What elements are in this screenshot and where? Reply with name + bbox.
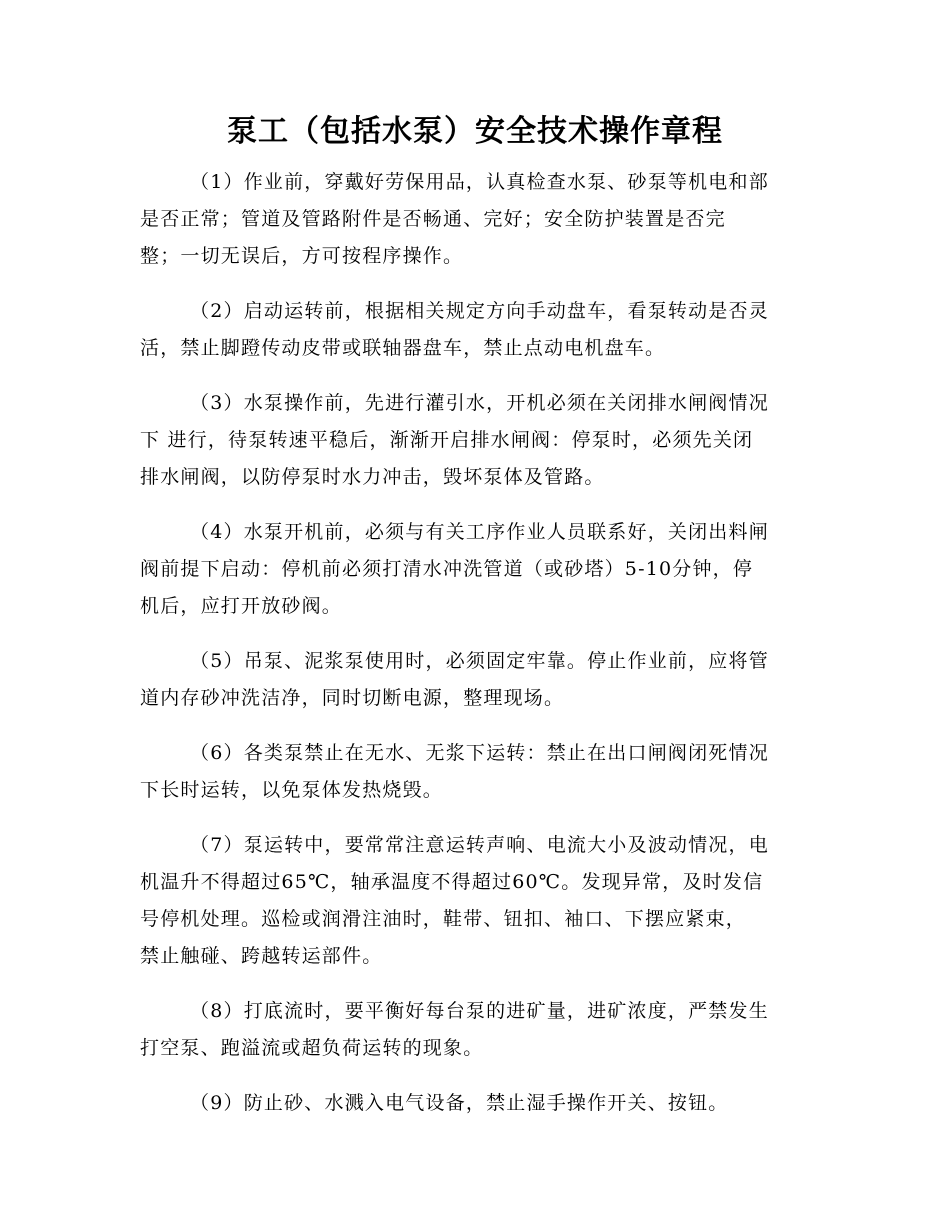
paragraph-line: （2）启动运转前，根据相关规定方向手动盘车，看泵转动是否灵 (190, 300, 769, 322)
paragraph-line: 打空泵、跑溢流或超负荷运转的现象。 (140, 1037, 484, 1059)
paragraph-2 (140, 293, 810, 367)
paragraph-line: （6）各类泵禁止在无水、无浆下运转：禁止在出口闸阀闭死情况 (190, 742, 769, 764)
paragraph-5 (140, 643, 810, 717)
paragraph-7 (140, 827, 810, 975)
paragraph-line: （1）作业前，穿戴好劳保用品，认真检查水泵、砂泵等机电和部 (190, 171, 769, 193)
paragraph-4 (140, 514, 810, 625)
paragraph-line: （3）水泵操作前，先进行灌引水，开机必须在关闭排水闸阀情况 (190, 392, 769, 414)
paragraph-line: （8）打底流时，要平衡好每台泵的进矿量，进矿浓度，严禁发生 (190, 1000, 769, 1022)
paragraph-line: （4）水泵开机前，必须与有关工序作业人员联系好，关闭出料闸 (190, 521, 769, 543)
paragraph-line: （5）吊泵、泥浆泵使用时，必须固定牢靠。停止作业前，应将管 (190, 650, 769, 672)
paragraph-8 (140, 993, 810, 1067)
paragraph-line: 号停机处理。巡检或润滑注油时，鞋带、钮扣、袖口、下摆应紧束， (140, 908, 747, 930)
paragraph-line: 活，禁止脚蹬传动皮带或联轴器盘车，禁止点动电机盘车。 (140, 337, 666, 359)
paragraph-line: 禁止触碰、跨越转运部件。 (140, 945, 383, 967)
paragraph-3 (140, 385, 810, 496)
paragraph-line: 道内存砂冲洗洁净，同时切断电源，整理现场。 (140, 687, 565, 709)
paragraph-line: 是否正常；管道及管路附件是否畅通、完好；安全防护装置是否完 (140, 208, 726, 230)
paragraph-line: 阀前提下启动：停机前必须打清水冲洗管道（或砂塔）5-10分钟，停 (140, 558, 754, 580)
paragraph-line: 机温升不得超过65℃，轴承温度不得超过60℃。发现异常，及时发信 (140, 871, 764, 893)
paragraph-1 (140, 164, 810, 275)
paragraph-line: （9）防止砂、水溅入电气设备，禁止湿手操作开关、按钮。 (190, 1092, 729, 1114)
paragraph-line: 机后，应打开放砂阀。 (140, 595, 343, 617)
paragraph-line: 下长时运转，以免泵体发热烧毁。 (140, 779, 444, 801)
paragraph-6 (140, 735, 810, 809)
document-title: 泵工（包括水泵）安全技术操作章程 (227, 114, 723, 149)
paragraph-line: 下 进行，待泵转速平稳后，渐渐开启排水闸阀：停泵时，必须先关闭 (140, 429, 754, 451)
paragraph-line: 整；一切无误后，方可按程序操作。 (140, 245, 464, 267)
paragraph-line: 排水闸阀，以防停泵时水力冲击，毁坏泵体及管路。 (140, 466, 605, 488)
paragraph-9 (140, 1085, 810, 1122)
paragraph-line: （7）泵运转中，要常常注意运转声响、电流大小及波动情况，电 (190, 834, 769, 856)
document-body (140, 164, 810, 1140)
